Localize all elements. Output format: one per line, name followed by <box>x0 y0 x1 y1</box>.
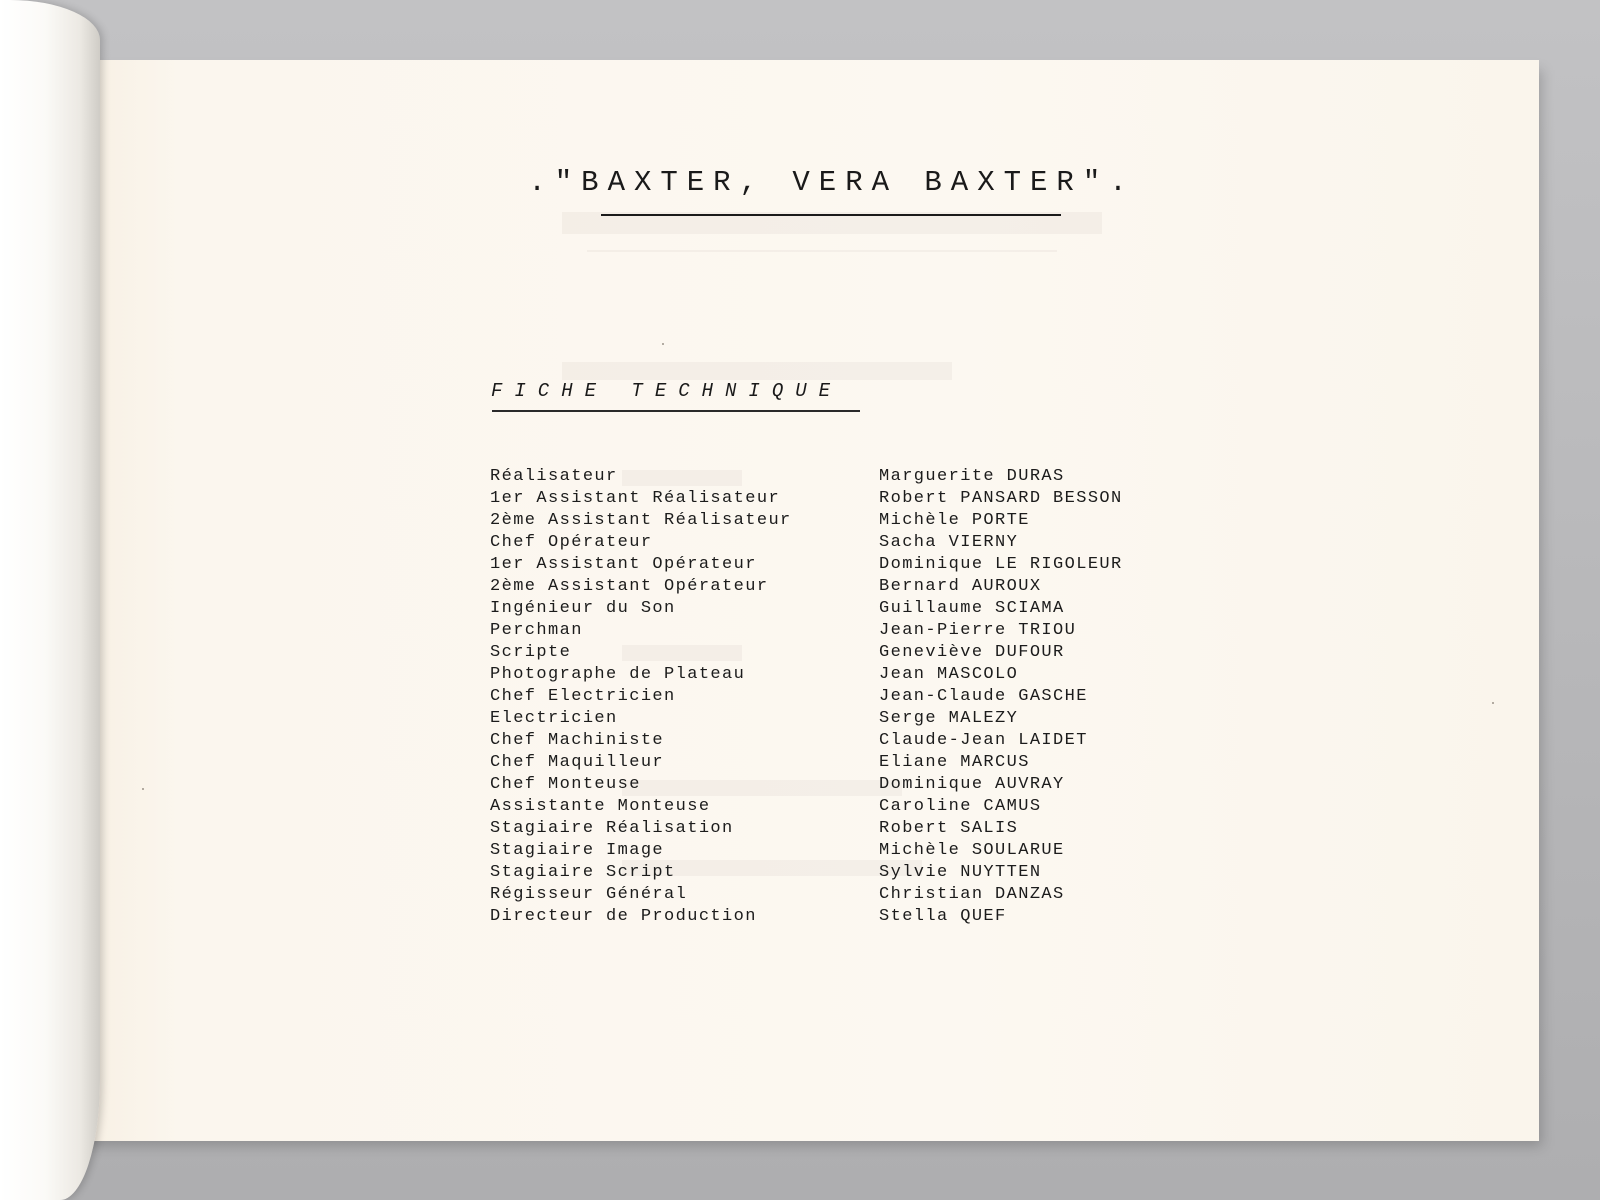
credit-role: Chef Maquilleur <box>490 753 665 772</box>
credit-row <box>490 576 1123 598</box>
credit-role: Réalisateur <box>490 467 618 486</box>
credit-role: Photographe de Plateau <box>490 665 746 684</box>
credit-name: Serge MALEZY <box>879 709 1019 728</box>
credit-role: Stagiaire Réalisation <box>490 819 734 838</box>
credit-row <box>490 642 1123 664</box>
credit-row <box>490 466 1123 488</box>
credit-role: Scripte <box>490 643 572 662</box>
credit-row <box>490 730 1123 752</box>
credit-role: Stagiaire Image <box>490 841 665 860</box>
credit-name: Christian DANZAS <box>879 885 1065 904</box>
title-underline <box>601 214 1061 216</box>
credit-row <box>490 796 1123 818</box>
credit-role: Ingénieur du Son <box>490 599 676 618</box>
credit-name: Eliane MARCUS <box>879 753 1030 772</box>
credit-row <box>490 862 1123 884</box>
credit-role: 2ème Assistant Opérateur <box>490 577 769 596</box>
credit-role: Stagiaire Script <box>490 863 676 882</box>
credit-role: 1er Assistant Réalisateur <box>490 489 781 508</box>
credit-name: Claude-Jean LAIDET <box>879 731 1088 750</box>
section-underline <box>492 410 860 412</box>
credit-row <box>490 488 1123 510</box>
credit-row <box>490 840 1123 862</box>
credit-role: 1er Assistant Opérateur <box>490 555 757 574</box>
credit-row <box>490 554 1123 576</box>
credit-row <box>490 664 1123 686</box>
credit-role: Electricien <box>490 709 618 728</box>
paper-speck <box>142 788 144 790</box>
credit-name: Robert SALIS <box>879 819 1019 838</box>
credit-row <box>490 620 1123 642</box>
credit-name: Dominique LE RIGOLEUR <box>879 555 1123 574</box>
credit-name: Michèle SOULARUE <box>879 841 1065 860</box>
credit-name: Sylvie NUYTTEN <box>879 863 1042 882</box>
credit-name: Caroline CAMUS <box>879 797 1042 816</box>
credit-row <box>490 708 1123 730</box>
paper-speck <box>1492 702 1494 704</box>
credit-row <box>490 686 1123 708</box>
credit-row <box>490 818 1123 840</box>
document-page <box>62 60 1539 1141</box>
facing-page-curl <box>0 0 100 1200</box>
credit-name: Bernard AUROUX <box>879 577 1042 596</box>
credit-name: Dominique AUVRAY <box>879 775 1065 794</box>
credit-row <box>490 884 1123 906</box>
credit-role: 2ème Assistant Réalisateur <box>490 511 792 530</box>
credit-name: Jean MASCOLO <box>879 665 1019 684</box>
credit-role: Chef Opérateur <box>490 533 653 552</box>
credit-role: Chef Electricien <box>490 687 676 706</box>
credit-role: Perchman <box>490 621 583 640</box>
credit-name: Marguerite DURAS <box>879 467 1065 486</box>
credit-row <box>490 774 1123 796</box>
credit-name: Jean-Claude GASCHE <box>879 687 1088 706</box>
credit-name: Geneviève DUFOUR <box>879 643 1065 662</box>
credit-role: Chef Machiniste <box>490 731 665 750</box>
credit-row <box>490 510 1123 532</box>
credit-name: Sacha VIERNY <box>879 533 1019 552</box>
show-through-rule <box>587 250 1057 252</box>
credit-name: Robert PANSARD BESSON <box>879 489 1123 508</box>
credit-name: Michèle PORTE <box>879 511 1030 530</box>
credit-row <box>490 532 1123 554</box>
credit-row <box>490 752 1123 774</box>
credit-row <box>490 598 1123 620</box>
credit-name: Guillaume SCIAMA <box>879 599 1065 618</box>
credit-role: Régisseur Général <box>490 885 688 904</box>
credit-name: Stella QUEF <box>879 907 1007 926</box>
credit-role: Directeur de Production <box>490 907 757 926</box>
document-title: ."BAXTER, VERA BAXTER". <box>528 166 1136 199</box>
paper-speck <box>662 343 664 345</box>
show-through-heading <box>562 362 952 380</box>
credit-role: Chef Monteuse <box>490 775 641 794</box>
credits-list <box>490 466 1123 928</box>
credit-role: Assistante Monteuse <box>490 797 711 816</box>
section-heading: FICHE TECHNIQUE <box>491 380 843 402</box>
credit-row <box>490 906 1123 928</box>
credit-name: Jean-Pierre TRIOU <box>879 621 1077 640</box>
